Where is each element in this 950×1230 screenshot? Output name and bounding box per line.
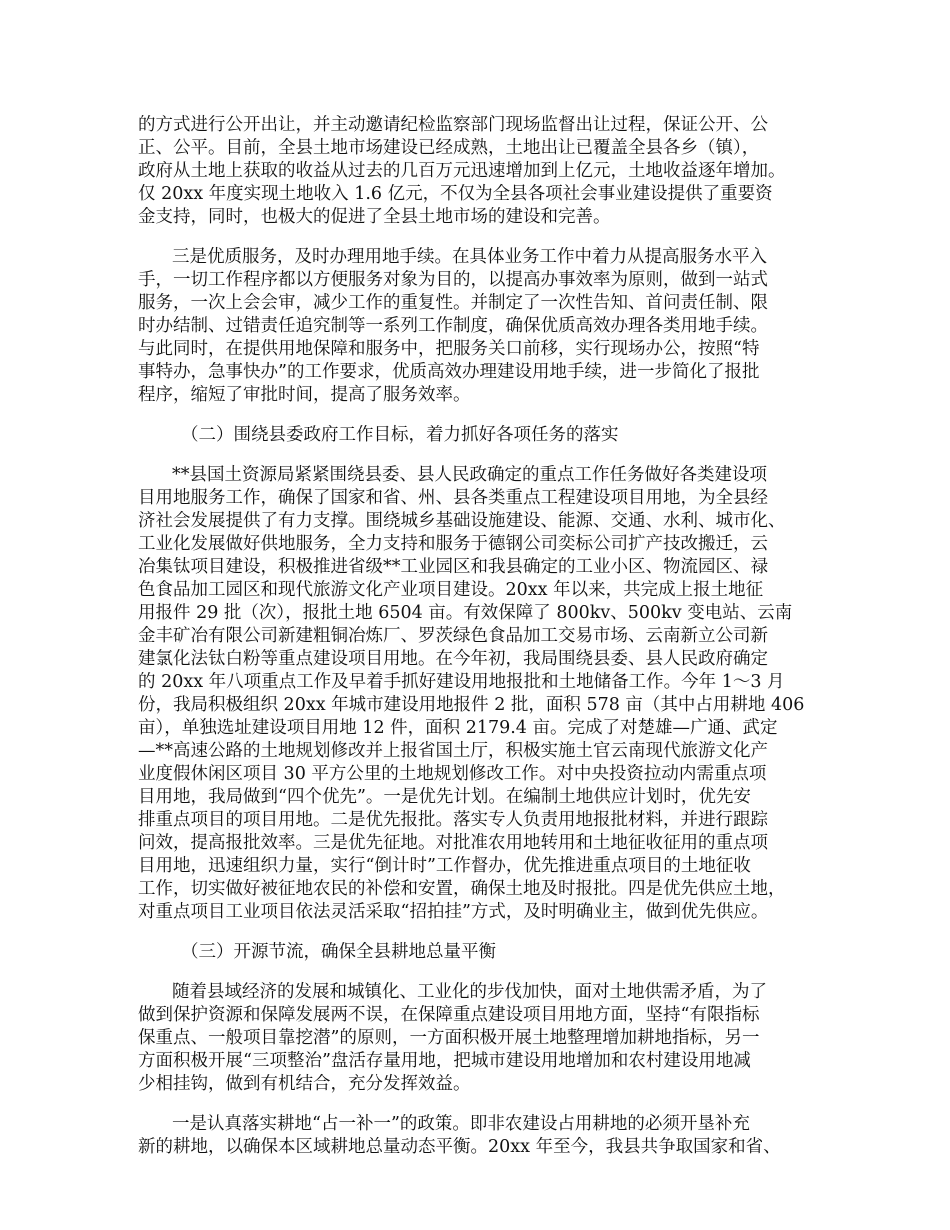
text-line: 亩），单独选址建设项目用地 12 件，面积 2179.4 亩。完成了对楚雄—广通、武定 xyxy=(138,718,778,738)
text-line: 对重点项目工业项目依法灵活采取“招拍挂”方式，及时明确业主，做到优先供应。 xyxy=(138,902,769,922)
text-line: 金支持，同时，也极大的促进了全县土地市场的建设和完善。 xyxy=(138,207,611,227)
text-line: 一是认真落实耕地“占一补一”的政策。即非农建设占用耕地的必须开垦补充 xyxy=(172,1114,750,1134)
text-line: 工作，切实做好被征地农民的补偿和安置，确保土地及时报批。四是优先供应土地， xyxy=(138,879,786,899)
text-line: 用报件 29 批（次），报批土地 6504 亩。有效保障了 800kv、500kv 变电站、云南 xyxy=(138,603,793,623)
text-line: 色食品加工园区和现代旅游文化产业项目建设。20xx 年以来，共完成上报土地征 xyxy=(138,580,764,600)
text-line: 工业化发展做好供地服务，全力支持和服务于德钢公司奕标公司扩产技改搬迁，云 xyxy=(138,534,768,554)
text-line: 济社会发展提供了有力支撑。围绕城乡基础设施建设、能源、交通、水利、城市化、 xyxy=(138,511,786,531)
section-heading: （二）围绕县委政府工作目标，着力抓好各项任务的落实 xyxy=(181,425,619,445)
section-heading: （三）开源节流，确保全县耕地总量平衡 xyxy=(181,942,496,962)
text-line: 冶集钛项目建设，积极推进省级**工业园区和我县确定的工业小区、物流园区、禄 xyxy=(138,557,768,577)
text-line: 的方式进行公开出让，并主动邀请纪检监察部门现场监督出让过程，保证公开、公 xyxy=(138,115,768,135)
text-line: **县国土资源局紧紧围绕县委、县人民政确定的重点工作任务做好各类建设项 xyxy=(172,465,767,485)
text-line: 仅 20xx 年度实现土地收入 1.6 亿元，不仅为全县各项社会事业建设提供了重要资 xyxy=(138,184,773,204)
text-line: 程序，缩短了审批时间，提高了服务效率。 xyxy=(138,385,471,405)
text-line: 目用地，我局做到“四个优先”。一是优先计划。在编制土地供应计划时，优先安 xyxy=(138,787,751,807)
text-line: 事特办，急事快办”的工作要求，优质高效办理建设用地手续，进一步简化了报批 xyxy=(138,362,760,382)
text-line: 建氯化法钛白粉等重点建设项目用地。在今年初，我局围绕县委、县人民政府确定 xyxy=(138,649,768,669)
text-line: 正、公平。目前，全县土地市场建设已经成熟，土地出让已覆盖全县各乡（镇）， xyxy=(138,138,760,158)
text-line: 服务，一次上会会审，减少工作的重复性。并制定了一次性告知、首问责任制、限 xyxy=(138,293,768,313)
text-line: 手，一切工作程序都以方便服务对象为目的，以提高办事效率为原则，做到一站式 xyxy=(138,270,768,290)
text-line: 时办结制、过错责任追究制等一系列工作制度，确保优质高效办理各类用地手续。 xyxy=(138,316,768,336)
text-line: 做到保护资源和保障发展两不误，在保障重点建设项目用地方面，坚持“有限指标 xyxy=(138,1005,760,1025)
text-line: 随着县域经济的发展和城镇化、工业化的步伐加快，面对土地供需矛盾，为了 xyxy=(172,982,767,1002)
text-line: 目用地服务工作，确保了国家和省、州、县各类重点工程建设项目用地，为全县经 xyxy=(138,488,768,508)
text-line: 业度假休闲区项目 30 平方公里的土地规划修改工作。对中央投资拉动内需重点项 xyxy=(138,764,767,784)
text-line: 排重点项目的项目用地。二是优先报批。落实专人负责用地报批材料，并进行跟踪 xyxy=(138,810,768,830)
text-line: 方面积极开展“三项整治”盘活存量用地，把城市建设用地增加和农村建设用地减 xyxy=(138,1051,751,1071)
text-line: 与此同时，在提供用地保障和服务中，把服务关口前移，实行现场办公，按照“特 xyxy=(138,339,760,359)
text-line: 目用地，迅速组织力量，实行“倒计时”工作督办，优先推进重点项目的土地征收 xyxy=(138,856,751,876)
text-line: 保重点、一般项目靠挖潜”的原则，一方面积极开展土地整理增加耕地指标，另一 xyxy=(138,1028,760,1048)
text-line: 的 20xx 年八项重点工作及早着手抓好建设用地报批和土地储备工作。今年 1～3 月 xyxy=(138,672,785,692)
text-line: 新的耕地，以确保本区域耕地总量动态平衡。20xx 年至今，我县共争取国家和省、 xyxy=(138,1137,781,1157)
text-line: 问效，提高报批效率。三是优先征地。对批准农用地转用和土地征收征用的重点项 xyxy=(138,833,768,853)
text-line: 三是优质服务，及时办理用地手续。在具体业务工作中着力从提高服务水平入 xyxy=(172,247,767,267)
text-line: 份，我局积极组织 20xx 年城市建设用地报件 2 批，面积 578 亩（其中占用耕地 406 xyxy=(138,695,805,715)
text-line: 政府从土地上获取的收益从过去的几百万元迅速增加到上亿元，土地收益逐年增加。 xyxy=(138,161,786,181)
text-line: —**高速公路的土地规划修改并上报省国土厅，积极实施土官云南现代旅游文化产 xyxy=(138,741,768,761)
text-line: 少相挂钩，做到有机结合，充分发挥效益。 xyxy=(138,1074,471,1094)
text-line: 金丰矿冶有限公司新建粗铜冶炼厂、罗茨绿色食品加工交易市场、云南新立公司新 xyxy=(138,626,768,646)
